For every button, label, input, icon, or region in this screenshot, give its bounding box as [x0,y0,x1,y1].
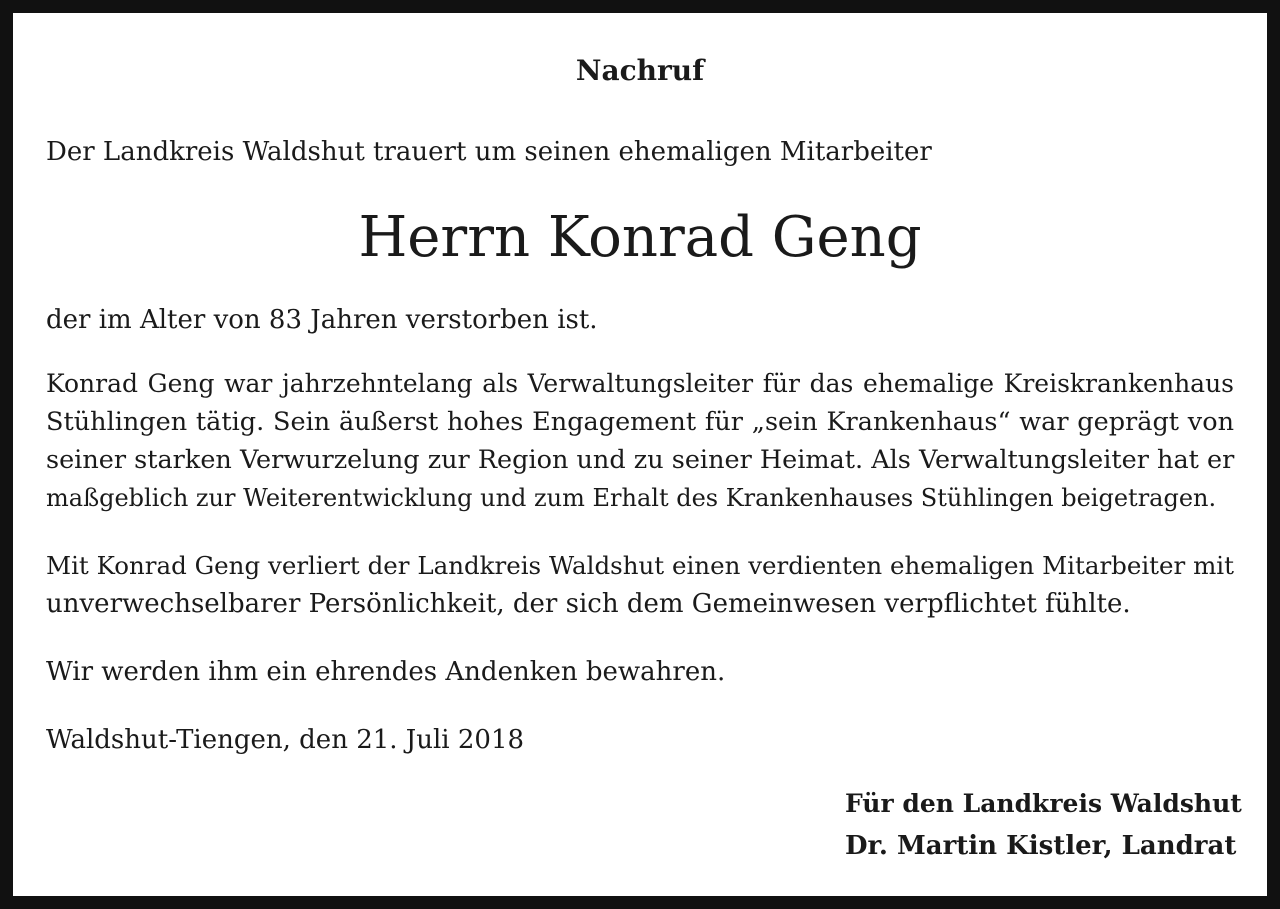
intro-line: Der Landkreis Waldshut trauert um seinen ehemaligen Mitarbeiter [46,137,932,167]
paragraph-tribute [46,547,1234,623]
paragraph-line: Konrad Geng war jahrzehntelang als Verwaltungsleiter für das ehemalige Kreiskrankenhaus [46,369,1234,398]
paragraph-line: seiner starken Verwurzelung zur Region und zu seiner Heimat. Als Verwaltungsleiter hat er [46,445,1235,475]
paragraph-line: maßgeblich zur Weiterentwicklung und zum Erhalt des Krankenhauses Stühlingen beigetragen. [46,484,1217,512]
closing-line: Wir werden ihm ein ehrendes Andenken bewahren. [46,657,726,687]
paragraph-line: Mit Konrad Geng verliert der Landkreis Waldshut einen verdienten ehemaligen Mitarbeiter mit [46,551,1234,580]
notice-title: Nachruf [575,54,705,87]
obituary-notice [13,13,1267,896]
signature-line-2: Dr. Martin Kistler, Landrat [845,831,1237,861]
place-date: Waldshut-Tiengen, den 21. Juli 2018 [46,725,525,755]
signature-line-1: Für den Landkreis Waldshut [845,789,1242,818]
age-line: der im Alter von 83 Jahren verstorben ist. [46,305,598,335]
paragraph-career [46,365,1234,517]
paragraph-line: unverwechselbarer Persönlichkeit, der sich dem Gemeinwesen verpflichtet fühlte. [46,589,1131,619]
paragraph-line: Stühlingen tätig. Sein äußerst hohes Engagement für „sein Krankenhaus“ war geprägt von [46,407,1234,437]
deceased-name: Herrn Konrad Geng [358,205,922,270]
